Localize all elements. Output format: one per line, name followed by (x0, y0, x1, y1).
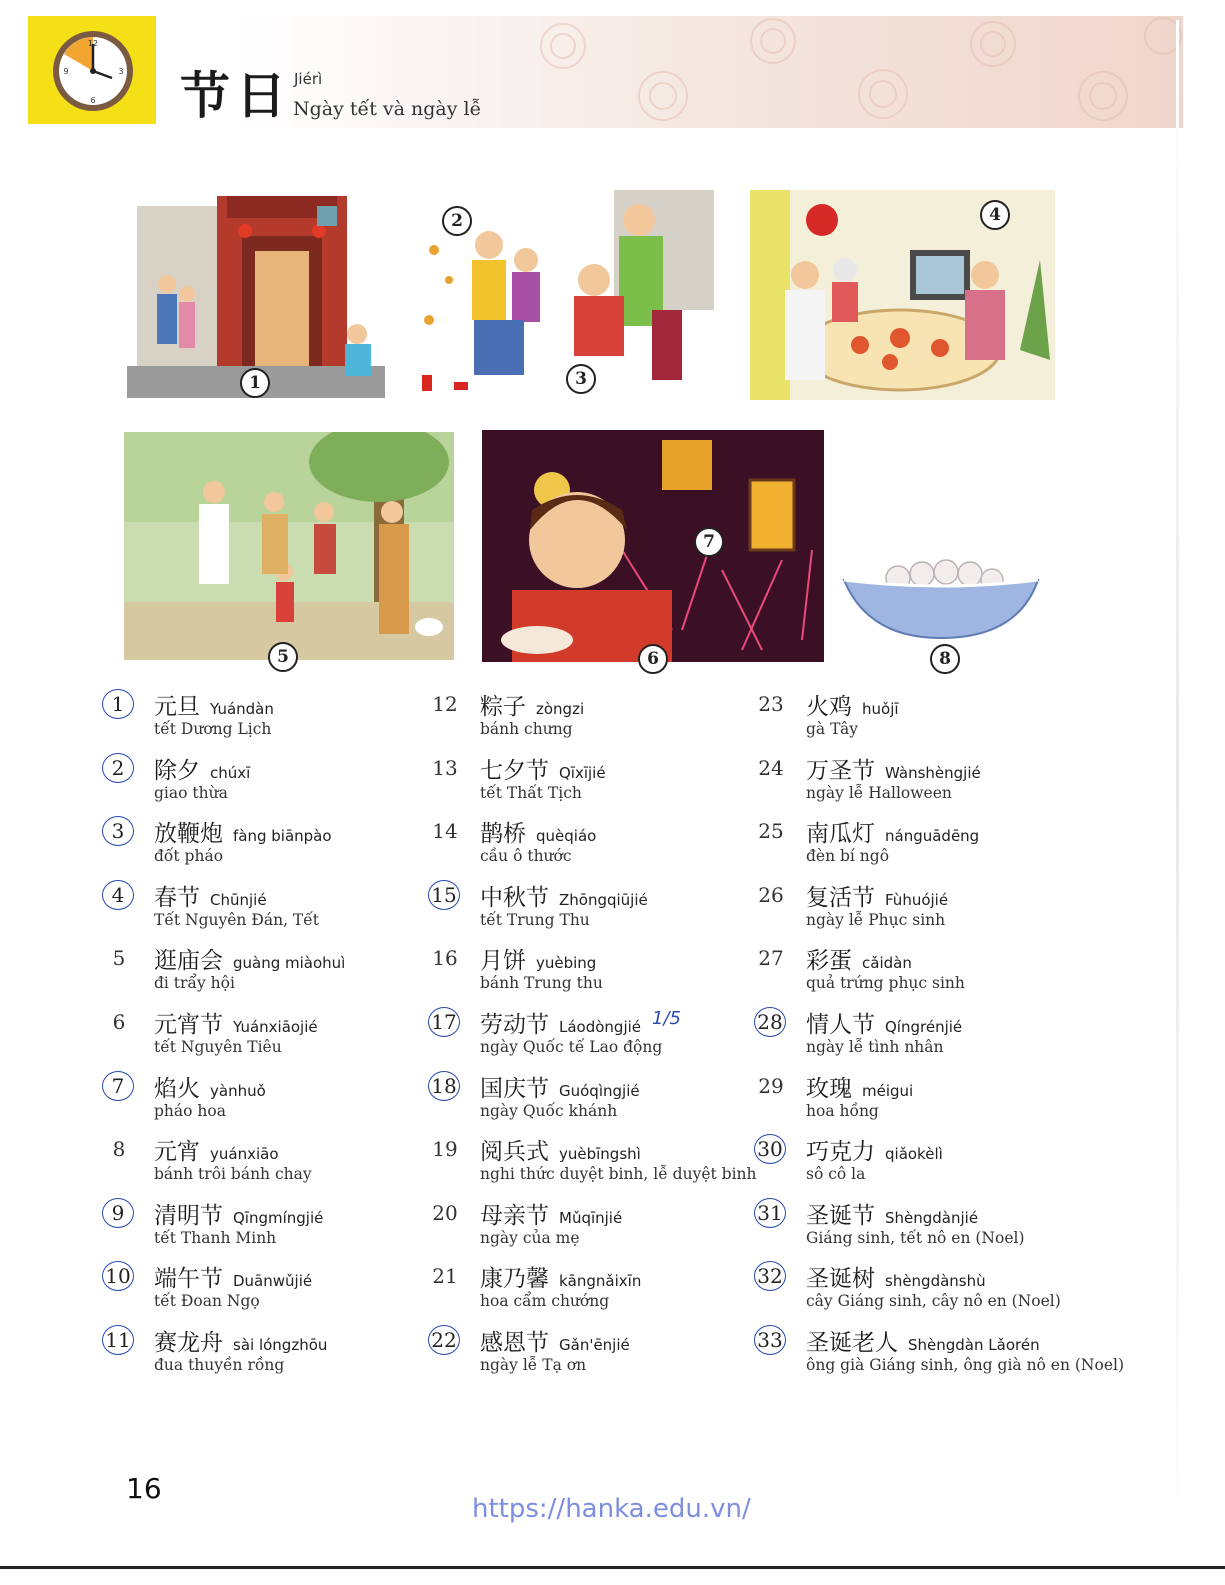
vocab-meaning: hoa hồng (806, 1101, 879, 1120)
vocab-number: 5 (112, 946, 126, 971)
vocab-number: 19 (432, 1137, 458, 1162)
page-title-pinyin: Jiérì (294, 70, 323, 88)
vocab-number: 31 (754, 1198, 786, 1228)
vocab-meaning: cầu ô thước (480, 847, 572, 866)
vocab-hanzi (806, 815, 979, 848)
vocab-number: 23 (758, 692, 784, 716)
clock-badge (28, 16, 156, 124)
vocab-meaning: đốt pháo (154, 847, 224, 866)
vocab-number: 25 (758, 819, 784, 844)
vocab-number: 1 (102, 689, 134, 719)
vocab-pinyin: shèngdànshù (885, 1272, 986, 1291)
vocab-number: 7 (102, 1071, 134, 1101)
vocab-number: 20 (432, 1200, 458, 1225)
vocab-number: 27 (758, 946, 784, 971)
vocab-pinyin: yuánxiāo (210, 1145, 279, 1164)
vocab-meaning: ngày lễ Halloween (806, 783, 952, 802)
vocab-pinyin: Wànshèngjié (885, 763, 981, 782)
vocab-pinyin: quèqiáo (536, 827, 597, 846)
vocab-number: 26 (758, 882, 784, 907)
vocab-pinyin: chúxī (210, 763, 251, 782)
vocab-number: 12 (432, 692, 458, 716)
vocab-hanzi (480, 752, 606, 785)
vocab-meaning: đi trẩy hội (154, 974, 235, 993)
vocab-pinyin: zòngzi (536, 700, 585, 718)
vocab-hanzi (154, 815, 332, 848)
svg-text:6: 6 (90, 96, 96, 105)
scene-family-dinner (750, 190, 1055, 400)
vocab-hanzi-text: 情人节 (806, 1012, 875, 1038)
vocab-hanzi-text: 感恩节 (480, 1330, 549, 1356)
vocab-meaning: giao thừa (154, 783, 228, 802)
vocab-hanzi (806, 752, 981, 785)
vocab-hanzi (480, 815, 596, 848)
vocab-meaning: gà Tây (806, 720, 858, 738)
vocab-hanzi (480, 688, 584, 721)
handwritten-note: 1/5 (652, 1008, 681, 1029)
vocab-number: 16 (432, 946, 458, 971)
vocab-number: 32 (754, 1261, 786, 1291)
scene-marker-3: 3 (566, 364, 596, 394)
vocab-hanzi (154, 879, 267, 912)
vocab-number: 13 (432, 755, 458, 780)
vocab-hanzi (480, 1006, 641, 1039)
vocab-hanzi (480, 942, 596, 975)
vocab-pinyin: yuèbing (536, 954, 597, 973)
bottom-border (0, 1566, 1225, 1569)
vocab-hanzi-text: 中秋节 (480, 884, 549, 911)
vocab-number: 29 (758, 1073, 784, 1098)
vocab-pinyin: Láodòngjié (559, 1018, 642, 1036)
vocab-meaning: tết Trung Thu (480, 910, 590, 929)
vocab-number: 8 (112, 1137, 126, 1162)
svg-text:3: 3 (118, 67, 124, 76)
vocab-number: 28 (754, 1007, 786, 1037)
vocab-meaning: ngày lễ Tạ ơn (480, 1356, 587, 1374)
vocab-hanzi-text: 万圣节 (806, 757, 875, 784)
vocab-hanzi (806, 1260, 986, 1293)
vocab-pinyin: kāngnǎixīn (559, 1272, 642, 1291)
vocab-hanzi-text: 阅兵式 (480, 1139, 549, 1166)
vocab-meaning: ngày lễ tình nhân (806, 1038, 944, 1056)
vocab-meaning: ngày Quốc khánh (480, 1101, 618, 1120)
vocab-number: 33 (754, 1325, 786, 1355)
vocab-pinyin: Qīngmíngjié (233, 1208, 324, 1227)
vocab-number: 15 (428, 880, 460, 910)
vocab-pinyin: Fùhuójié (885, 890, 949, 909)
vocab-pinyin: Shèngdànjié (885, 1208, 979, 1227)
vocab-hanzi-text: 鹊桥 (480, 821, 526, 848)
vocab-number: 17 (428, 1007, 460, 1037)
vocab-hanzi (480, 1133, 641, 1166)
vocab-meaning: ngày lễ Phục sinh (806, 910, 946, 929)
clock-icon (52, 26, 134, 116)
vocab-meaning: ngày của mẹ (480, 1228, 580, 1247)
vocab-number: 21 (432, 1264, 458, 1289)
vocab-hanzi-text: 赛龙舟 (154, 1330, 223, 1356)
vocab-pinyin: huǒjī (862, 700, 899, 718)
vocab-hanzi-text: 月饼 (480, 948, 526, 975)
vocab-hanzi (154, 1324, 327, 1357)
vocab-hanzi (806, 1133, 943, 1166)
page-title: 节日 (180, 66, 292, 125)
vocab-meaning: quả trứng phục sinh (806, 974, 965, 993)
vocab-pinyin: Guóqìngjié (559, 1081, 640, 1100)
vocab-number: 10 (102, 1261, 134, 1291)
vocab-meaning: tết Dương Lịch (154, 720, 272, 738)
vocab-number: 24 (758, 755, 784, 780)
vocab-meaning: bánh trôi bánh chay (154, 1165, 312, 1184)
vocab-hanzi (154, 1197, 323, 1230)
vocab-hanzi-text: 圣诞节 (806, 1202, 875, 1229)
page-number: 16 (126, 1472, 162, 1505)
vocab-hanzi (480, 1070, 640, 1103)
vocab-pinyin: Yuánxiāojié (233, 1018, 318, 1036)
vocab-hanzi (806, 1006, 962, 1039)
scene-marker-2: 2 (442, 206, 472, 236)
vocab-hanzi-text: 元旦 (154, 694, 200, 720)
vocab-meaning: ông già Giáng sinh, ông già nô en (Noel) (806, 1356, 1125, 1374)
vocab-meaning: ngày Quốc tế Lao động (480, 1038, 663, 1056)
vocab-pinyin: Yuándàn (210, 700, 274, 718)
vocab-hanzi (154, 688, 274, 721)
vocab-hanzi-text: 玫瑰 (806, 1075, 852, 1102)
scene-marker-5: 5 (268, 642, 298, 672)
vocab-meaning: nghi thức duyệt binh, lễ duyệt binh (480, 1165, 757, 1184)
vocab-hanzi-text: 元宵节 (154, 1012, 223, 1038)
vocab-hanzi-text: 复活节 (806, 884, 875, 911)
vocab-hanzi-text: 圣诞树 (806, 1266, 875, 1293)
vocab-hanzi-text: 七夕节 (480, 757, 549, 784)
vocab-pinyin: yànhuǒ (210, 1081, 266, 1100)
vocab-hanzi (806, 942, 912, 975)
svg-text:12: 12 (87, 39, 99, 48)
vocab-number: 22 (428, 1325, 460, 1355)
vocab-pinyin: guàng miàohuì (233, 954, 346, 973)
vocab-pinyin: Gǎn'ēnjié (559, 1336, 630, 1354)
vocab-hanzi (480, 1324, 630, 1357)
vocab-pinyin: nánguādēng (885, 827, 980, 846)
vocab-hanzi-text: 南瓜灯 (806, 821, 875, 848)
vocab-hanzi (806, 1197, 978, 1230)
vocab-number: 2 (102, 753, 134, 783)
vocab-meaning: hoa cẩm chướng (480, 1292, 610, 1311)
vocab-number: 30 (754, 1134, 786, 1164)
vocab-meaning: tết Nguyên Tiêu (154, 1038, 282, 1056)
vocab-hanzi-text: 放鞭炮 (154, 821, 223, 848)
scene-temple-fair (124, 432, 454, 660)
vocab-meaning: đèn bí ngô (806, 847, 890, 866)
vocab-hanzi-text: 康乃馨 (480, 1266, 549, 1293)
vocab-hanzi-text: 巧克力 (806, 1139, 875, 1166)
vocab-pinyin: fàng biānpào (233, 827, 332, 846)
vocab-meaning: tết Đoan Ngọ (154, 1292, 260, 1311)
vocab-hanzi (154, 752, 250, 785)
vocab-number: 18 (428, 1071, 460, 1101)
cloud-pattern (483, 16, 1183, 128)
scene-lantern-festival (482, 430, 824, 662)
vocab-hanzi-text: 逛庙会 (154, 948, 223, 975)
vocab-pinyin: Duānwǔjié (233, 1272, 313, 1291)
website-link[interactable]: https://hanka.edu.vn/ (472, 1494, 751, 1524)
vocab-pinyin: méigui (862, 1081, 914, 1100)
scene-new-year-gate (127, 176, 385, 398)
vocab-meaning: bánh chưng (480, 720, 573, 738)
scene-marker-6: 6 (638, 644, 668, 674)
page-edge (1176, 20, 1179, 1550)
vocab-pinyin: Zhōngqiūjié (559, 890, 648, 909)
vocab-hanzi (154, 1070, 266, 1103)
vocab-hanzi-text: 端午节 (154, 1266, 223, 1293)
vocab-hanzi (806, 688, 899, 721)
vocab-pinyin: qiǎokèlì (885, 1145, 943, 1164)
scene-marker-1: 1 (240, 368, 270, 398)
vocab-number: 11 (102, 1325, 134, 1355)
vocab-meaning: đua thuyền rồng (154, 1356, 285, 1374)
vocab-hanzi-text: 清明节 (154, 1202, 223, 1229)
vocab-number: 3 (102, 816, 134, 846)
vocab-hanzi-text: 国庆节 (480, 1075, 549, 1102)
vocab-meaning: cây Giáng sinh, cây nô en (Noel) (806, 1292, 1061, 1311)
vocab-meaning: Giáng sinh, tết nô en (Noel) (806, 1228, 1025, 1247)
vocab-hanzi (806, 1070, 913, 1103)
vocab-hanzi (806, 879, 948, 912)
vocab-hanzi-text: 春节 (154, 884, 200, 911)
scene-marker-7: 7 (694, 527, 724, 557)
scene-yuanxiao-bowl (838, 552, 1044, 642)
vocab-hanzi (154, 1260, 312, 1293)
vocab-hanzi (154, 1133, 279, 1166)
vocab-pinyin: Mǔqīnjié (559, 1208, 623, 1227)
scene-marker-4: 4 (980, 200, 1010, 230)
vocab-hanzi (806, 1324, 1040, 1357)
vocab-hanzi (154, 1006, 318, 1039)
vocab-hanzi-text: 除夕 (154, 757, 200, 784)
vocab-hanzi-text: 圣诞老人 (806, 1330, 898, 1356)
vocab-meaning: sô cô la (806, 1165, 866, 1184)
vocab-pinyin: yuèbīngshì (559, 1145, 641, 1164)
vocab-hanzi-text: 焰火 (154, 1075, 200, 1102)
vocab-hanzi (480, 879, 648, 912)
vocab-meaning: bánh Trung thu (480, 974, 603, 993)
vocab-hanzi-text: 粽子 (480, 694, 526, 720)
page-title-vietnamese: Ngày tết và ngày lễ (293, 98, 482, 120)
vocab-pinyin: Qīxījié (559, 763, 606, 782)
vocab-hanzi-text: 元宵 (154, 1139, 200, 1166)
vocab-hanzi (480, 1260, 641, 1293)
vocab-meaning: Tết Nguyên Đán, Tết (154, 910, 320, 929)
vocab-hanzi (480, 1197, 622, 1230)
vocab-meaning: tết Thất Tịch (480, 783, 582, 802)
vocab-pinyin: sài lóngzhōu (233, 1336, 328, 1354)
vocab-meaning: pháo hoa (154, 1101, 226, 1120)
vocab-pinyin: Qíngrénjié (885, 1018, 963, 1036)
vocab-number: 6 (112, 1010, 126, 1034)
vocab-hanzi-text: 彩蛋 (806, 948, 852, 975)
vocab-number: 9 (102, 1198, 134, 1228)
vocab-pinyin: Shèngdàn Lǎorén (908, 1336, 1040, 1354)
svg-text:9: 9 (63, 67, 69, 76)
vocab-number: 14 (432, 819, 458, 844)
vocab-hanzi-text: 母亲节 (480, 1202, 549, 1229)
scene-marker-8: 8 (930, 644, 960, 674)
vocab-pinyin: cǎidàn (862, 954, 912, 973)
vocab-hanzi (154, 942, 345, 975)
vocab-meaning: tết Thanh Minh (154, 1228, 277, 1247)
vocab-hanzi-text: 火鸡 (806, 694, 852, 720)
vocab-hanzi-text: 劳动节 (480, 1012, 549, 1038)
vocab-pinyin: Chūnjié (210, 890, 267, 909)
vocab-number: 4 (102, 880, 134, 910)
